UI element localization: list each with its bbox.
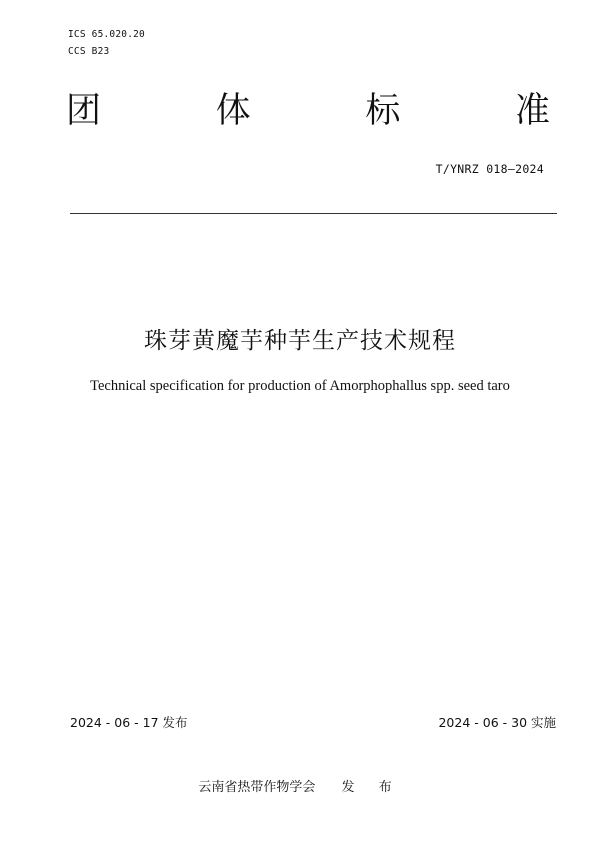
header-divider	[70, 213, 557, 214]
standard-type-char-3: 标	[365, 91, 401, 131]
title-chinese: 珠芽黄魔芋种芋生产技术规程	[144, 328, 456, 354]
issued-label: 发 布	[341, 780, 402, 795]
standard-type-char-4: 准	[514, 91, 550, 131]
standard-type-heading	[66, 80, 550, 136]
standard-type-char-2: 体	[215, 91, 251, 131]
publish-date: 2024 - 06 - 17 发布	[70, 715, 188, 730]
issuer-line	[0, 776, 600, 795]
ccs-code: CCS B23	[68, 46, 110, 57]
standard-type-char-1: 团	[66, 91, 102, 131]
issuer-name: 云南省热带作物学会	[198, 780, 316, 795]
title-english: Technical specification for production of Amorphophallus spp. seed taro	[90, 378, 510, 394]
ics-code: ICS 65.020.20	[68, 29, 145, 40]
implementation-date: 2024 - 06 - 30 实施	[438, 715, 556, 730]
classification-codes	[68, 26, 145, 60]
standard-number: T/YNRZ 018—2024	[435, 162, 544, 176]
